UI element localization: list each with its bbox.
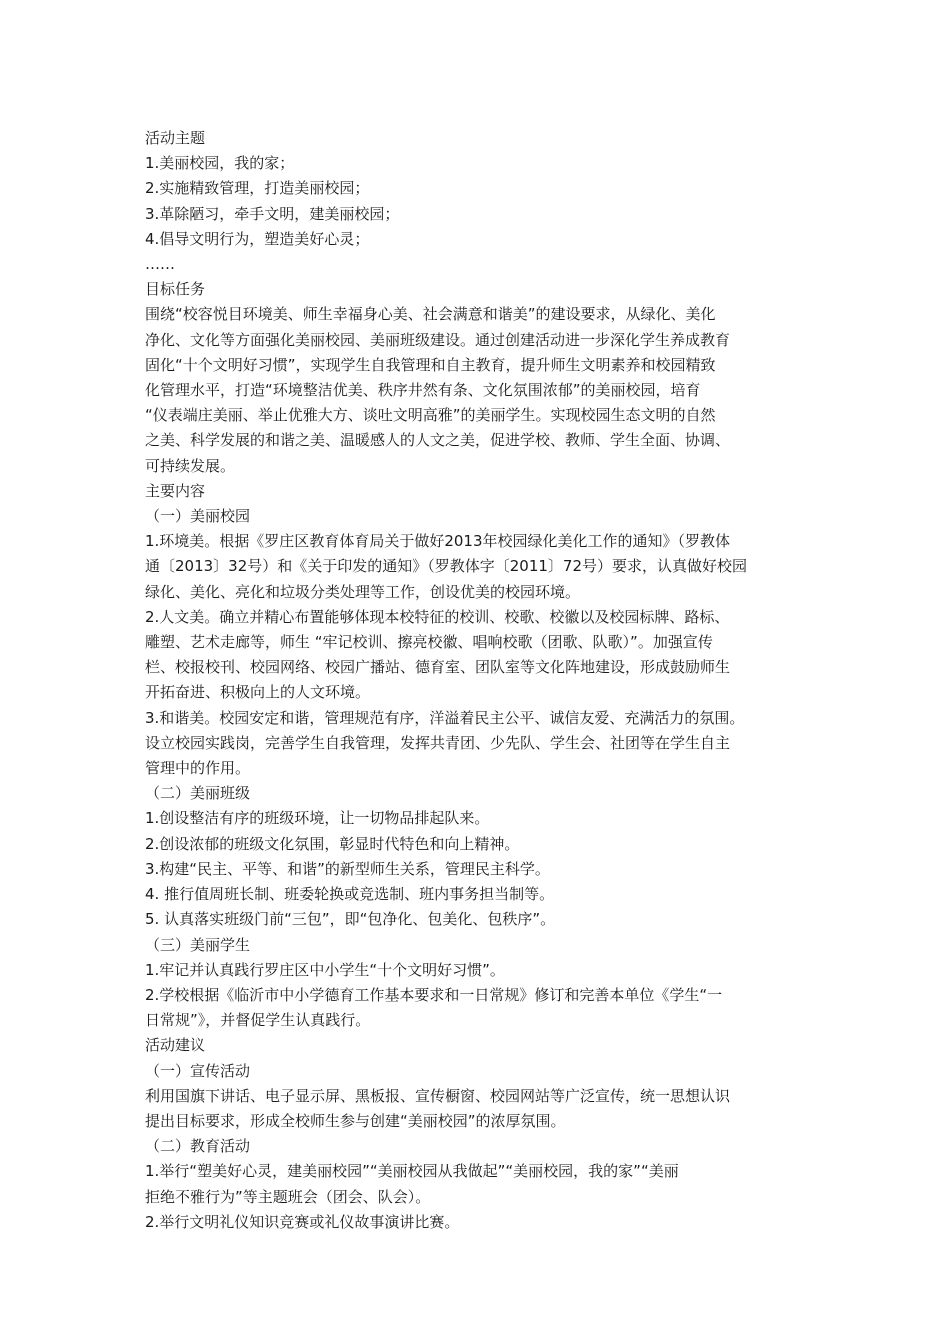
text-line: （一）宣传活动 <box>145 1061 251 1080</box>
text-line: 活动建议 <box>145 1036 206 1055</box>
text-line: 管理中的作用。 <box>145 759 251 778</box>
text-line: “仪表端庄美丽、举止优雅大方、谈吐文明高雅”的美丽学生。实现校园生态文明的自然 <box>145 406 716 425</box>
text-line: 5. 认真落实班级门前“三包”，即“包净化、包美化、包秩序”。 <box>145 910 556 929</box>
text-line: 2.创设浓郁的班级文化氛围，彰显时代特色和向上精神。 <box>145 834 520 853</box>
text-line: 通〔2013〕32号）和《关于印发的通知》（罗教体字〔2011〕72号）要求，认真做好校园 <box>145 557 748 576</box>
text-line: 1.举行“塑美好心灵，建美丽校园”“美丽校园从我做起”“美丽校园，我的家”“美丽 <box>145 1162 679 1181</box>
text-line: 3.革除陋习，牵手文明，建美丽校园； <box>145 204 400 223</box>
text-line: 2.学校根据《临沂市中小学德育工作基本要求和一日常规》修订和完善本单位《学生“一 <box>145 985 723 1004</box>
text-line: 提出目标要求，形成全校师生参与创建“美丽校园”的浓厚氛围。 <box>145 1111 566 1130</box>
text-line: 4.倡导文明行为，塑造美好心灵； <box>145 229 370 248</box>
text-line: 2.实施精致管理，打造美丽校园； <box>145 179 370 198</box>
text-line: 主要内容 <box>145 481 206 500</box>
document-body <box>145 126 817 1235</box>
text-line: 固化“十个文明好习惯”，实现学生自我管理和自主教育，提升师生文明素养和校园精致 <box>145 355 716 374</box>
text-line: 利用国旗下讲话、电子显示屏、黑板报、宣传橱窗、校园网站等广泛宣传，统一思想认识 <box>145 1086 731 1105</box>
text-line: 1.环境美。根据《罗庄区教育体育局关于做好2013年校园绿化美化工作的通知》（罗教体 <box>145 532 730 551</box>
text-line: 1.创设整洁有序的班级环境，让一切物品排起队来。 <box>145 809 490 828</box>
text-line: （一）美丽校园 <box>145 507 251 526</box>
text-line: （三）美丽学生 <box>145 935 251 954</box>
text-line: 活动主题 <box>145 129 206 147</box>
text-line: 拒绝不雅行为”等主题班会（团会、队会）。 <box>145 1187 431 1206</box>
text-line: （二）教育活动 <box>145 1137 251 1156</box>
text-line: 绿化、美化、亮化和垃圾分类处理等工作，创设优美的校园环境。 <box>145 582 581 601</box>
text-line: 目标任务 <box>145 280 206 299</box>
text-line: 之美、科学发展的和谐之美、温暖感人的人文之美，促进学校、教师、学生全面、协调、 <box>145 431 731 450</box>
text-line: 雕塑、艺术走廊等，师生 “牢记校训、擦亮校徽、唱响校歌（团歌、队歌）”。加强宣传 <box>145 633 713 652</box>
text-line: 2.人文美。确立并精心布置能够体现本校特征的校训、校歌、校徽以及校园标牌、路标、 <box>145 607 730 626</box>
text-line: 3.和谐美。校园安定和谐，管理规范有序，洋溢着民主公平、诚信友爱、充满活力的氛围。 <box>145 708 745 727</box>
text-line: 1.美丽校园，我的家； <box>145 154 295 173</box>
text-line: 可持续发展。 <box>145 456 236 475</box>
text-line: （二）美丽班级 <box>145 784 251 803</box>
text-line: 日常规”》，并督促学生认真践行。 <box>145 1011 371 1030</box>
text-line: 净化、文化等方面强化美丽校园、美丽班级建设。通过创建活动进一步深化学生养成教育 <box>145 330 731 349</box>
text-line: 3.构建“民主、平等、和谐”的新型师生关系，管理民主科学。 <box>145 859 550 878</box>
text-line: 4. 推行值周班长制、班委轮换或竞选制、班内事务担当制等。 <box>145 885 555 904</box>
text-line: …… <box>145 255 175 274</box>
text-line: 围绕“校容悦目环境美、师生幸福身心美、社会满意和谐美”的建设要求，从绿化、美化 <box>145 305 716 324</box>
text-line: 开拓奋进、积极向上的人文环境。 <box>145 683 371 702</box>
text-line: 1.牢记并认真践行罗庄区中小学生“十个文明好习惯”。 <box>145 960 505 979</box>
text-line: 栏、校报校刊、校园网络、校园广播站、德育室、团队室等文化阵地建设，形成鼓励师生 <box>145 658 731 677</box>
text-line: 2.举行文明礼仪知识竞赛或礼仪故事演讲比赛。 <box>145 1212 460 1231</box>
text-line: 设立校园实践岗，完善学生自我管理，发挥共青团、少先队、学生会、社团等在学生自主 <box>145 733 731 752</box>
text-line: 化管理水平，打造“环境整洁优美、秩序井然有条、文化氛围浓郁”的美丽校园，培育 <box>145 381 701 400</box>
